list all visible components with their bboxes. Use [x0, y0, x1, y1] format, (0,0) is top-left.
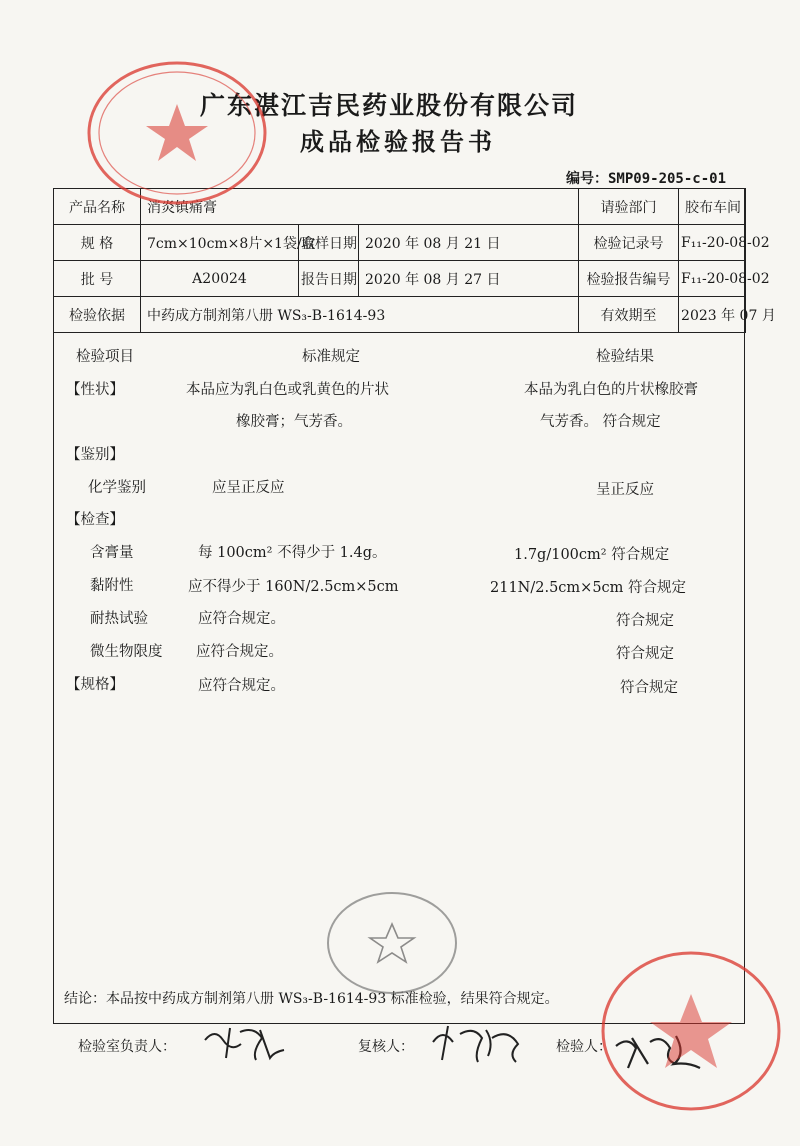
identification-standard: 应呈正反应	[212, 480, 285, 496]
top-left-quality-seal	[82, 58, 272, 208]
column-item-heading: 检验项目	[76, 349, 134, 365]
report-date-label: 报告日期	[299, 261, 359, 297]
microbial-limit-item: 微生物限度	[90, 644, 163, 660]
requesting-dept-label: 请验部门	[579, 189, 679, 225]
header-table	[53, 188, 776, 333]
requesting-dept: 胶布车间	[679, 189, 746, 225]
specification-result: 符合规定	[620, 680, 678, 696]
column-result-heading: 检验结果	[596, 349, 654, 365]
specification-standard: 应符合规定。	[198, 678, 285, 694]
inspector-label: 检验人：	[556, 1039, 612, 1055]
spec-label: 规 格	[54, 225, 141, 261]
product-name-label: 产品名称	[54, 189, 141, 225]
sampling-date-label: 取样日期	[299, 225, 359, 261]
character-standard-line1: 本品应为乳白色或乳黄色的片状	[186, 382, 389, 398]
report-no-label: 检验报告编号	[579, 261, 679, 297]
reviewer-signature	[428, 1020, 528, 1068]
content-standard: 每 100cm² 不得少于 1.4g。	[198, 545, 387, 561]
document-title: 成品检验报告书	[300, 127, 496, 156]
identification-section-title: 【鉴别】	[66, 447, 124, 463]
identification-item: 化学鉴别	[88, 480, 146, 496]
batch-value: A20024	[141, 261, 299, 297]
identification-result: 呈正反应	[596, 482, 654, 498]
content-item: 含膏量	[90, 545, 134, 561]
basis-label: 检验依据	[54, 297, 141, 333]
spec-value: 7cm×10cm×8片×1袋/盒	[141, 225, 299, 261]
heat-test-standard: 应符合规定。	[198, 611, 285, 627]
center-inspection-seal	[322, 888, 462, 998]
heat-test-item: 耐热试验	[90, 611, 148, 627]
specification-section-title: 【规格】	[66, 677, 124, 693]
report-no: F₁₁-20-08-02	[679, 261, 746, 297]
basis-value: 中药成方制剂第八册 WS₃-B-1614-93	[141, 297, 579, 333]
lab-head-signature	[200, 1020, 290, 1065]
sampling-date: 2020 年 08 月 21 日	[359, 225, 579, 261]
record-no-label: 检验记录号	[579, 225, 679, 261]
heat-test-result: 符合规定	[616, 613, 674, 629]
adhesion-standard: 应不得少于 160N/2.5cm×5cm	[188, 579, 399, 595]
expiry-label: 有效期至	[579, 297, 679, 333]
batch-label: 批 号	[54, 261, 141, 297]
microbial-limit-standard: 应符合规定。	[196, 644, 283, 660]
reviewer-label: 复核人：	[358, 1039, 414, 1055]
character-section-title: 【性状】	[66, 382, 124, 398]
expiry-value: 2023 年 07 月	[679, 297, 746, 333]
content-result: 1.7g/100cm² 符合规定	[514, 547, 670, 563]
check-section-title: 【检查】	[66, 512, 124, 528]
lab-head-label: 检验室负责人：	[78, 1039, 176, 1055]
record-no: F₁₁-20-08-02	[679, 225, 746, 261]
column-standard-heading: 标准规定	[302, 349, 360, 365]
character-result-line1: 本品为乳白色的片状橡胶膏	[524, 382, 698, 398]
microbial-limit-result: 符合规定	[616, 646, 674, 662]
adhesion-item: 黏附性	[90, 578, 134, 594]
adhesion-result: 211N/2.5cm×5cm 符合规定	[490, 580, 687, 596]
conclusion: 结论：本品按中药成方制剂第八册 WS₃-B-1614-93 标准检验，结果符合规定。	[64, 991, 559, 1007]
product-name: 消炎镇痛膏	[141, 189, 579, 225]
bottom-right-quality-seal	[596, 946, 786, 1116]
character-result-line2: 气芳香。 符合规定	[540, 414, 661, 430]
company-name: 广东湛江吉民药业股份有限公司	[200, 91, 579, 120]
report-date: 2020 年 08 月 27 日	[359, 261, 579, 297]
document-number: 编号：SMP09-205-c-01	[566, 171, 727, 187]
character-standard-line2: 橡胶膏；气芳香。	[236, 414, 352, 430]
